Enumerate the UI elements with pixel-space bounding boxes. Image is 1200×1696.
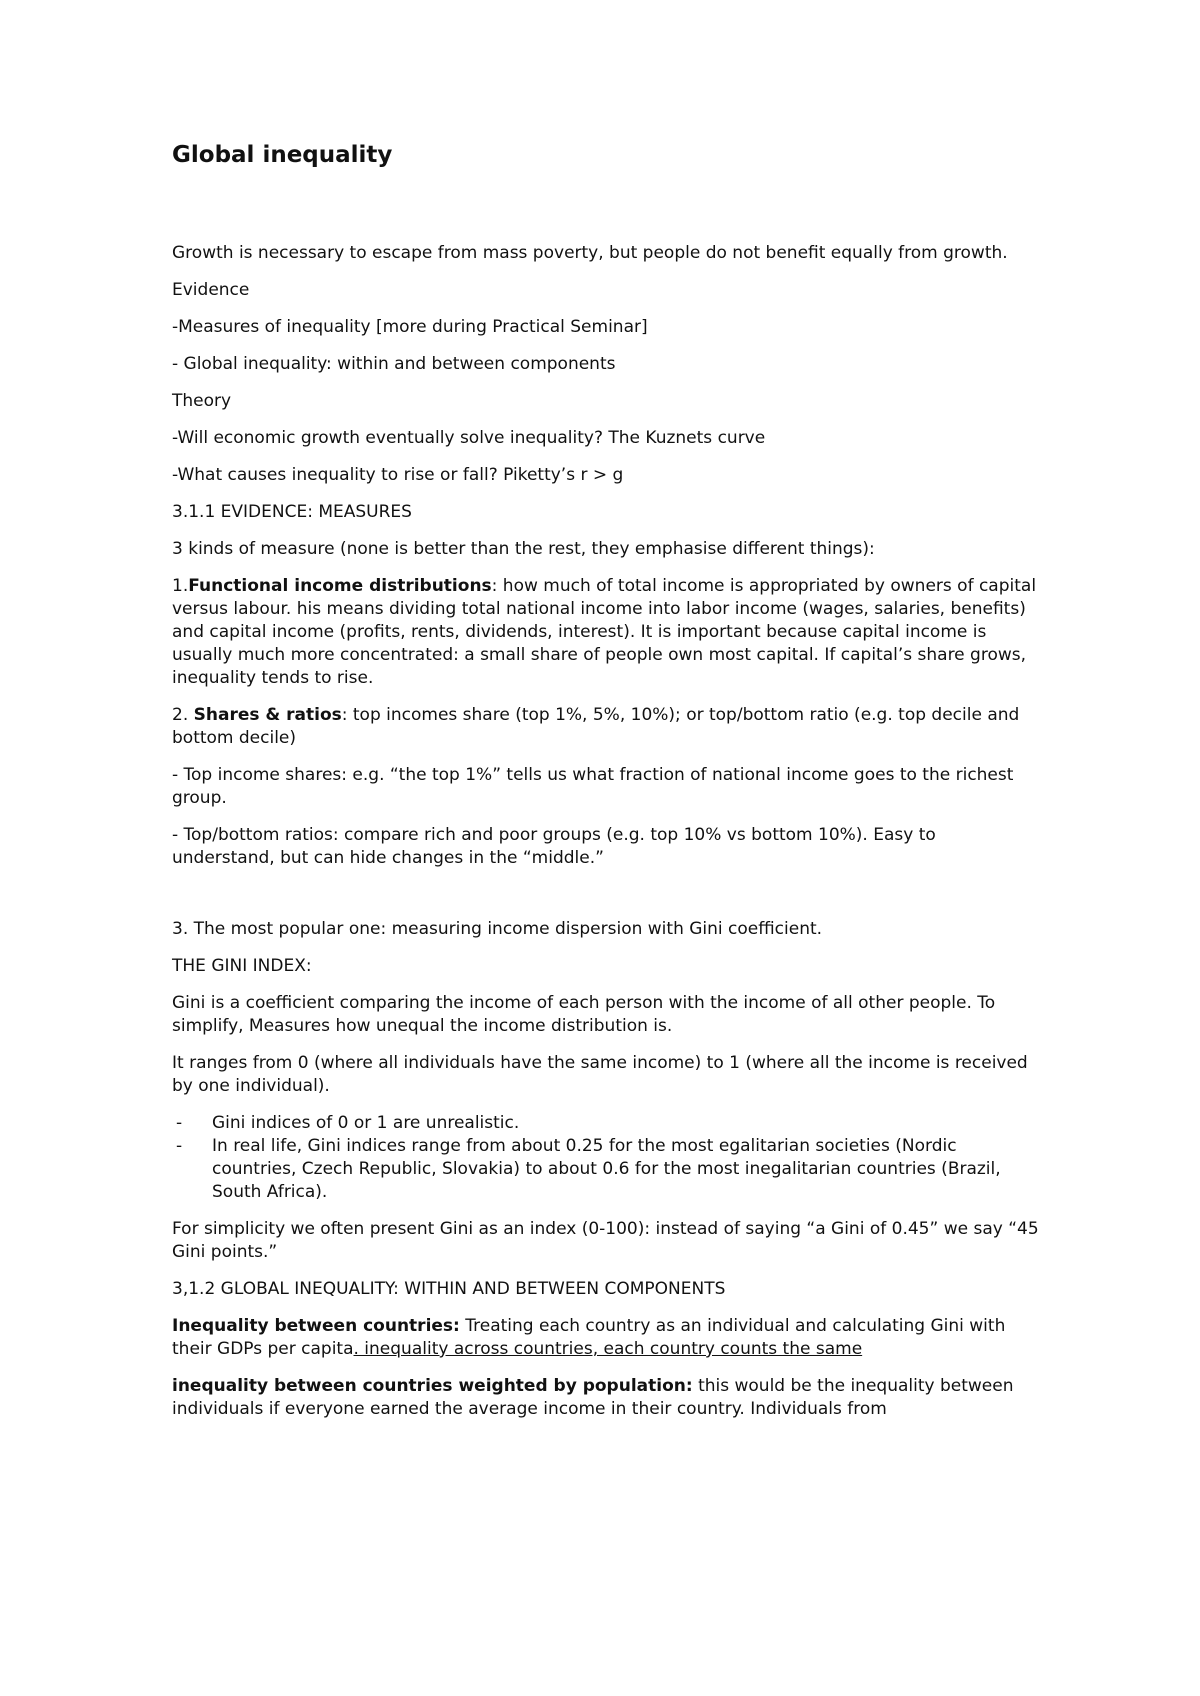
gini-index-note: For simplicity we often present Gini as an index (0-100): instead of saying “a Gini of 0.45” we say “45 Gini points.” (172, 1219, 1039, 1262)
list-item (172, 1112, 1040, 1135)
intro-paragraph: Growth is necessary to escape from mass poverty, but people do not benefit equally from growth. (172, 243, 1008, 263)
dash-bullet: - (176, 1136, 183, 1156)
between-countries-text: Treating each country as an individual and calculating Gini with their GDPs per capita (172, 1316, 1006, 1359)
section-heading-311: 3.1.1 EVIDENCE: MEASURES (172, 502, 412, 522)
gini-bullet-list (172, 1112, 1040, 1204)
top-income-shares: - Top income shares: e.g. “the top 1%” tells us what fraction of national income goes to the richest group. (172, 765, 1014, 808)
weighted-countries-term: inequality between countries weighted by population: (172, 1376, 693, 1396)
evidence-item-global: - Global inequality: within and between components (172, 354, 616, 374)
weighted-countries-text: this would be the inequality between individuals if everyone earned the average income in their country. Individuals from (172, 1376, 1014, 1419)
gini-heading: THE GINI INDEX: (172, 956, 312, 976)
dash-bullet: - (176, 1113, 183, 1133)
measure-item-description: : top incomes share (top 1%, 5%, 10%); or top/bottom ratio (e.g. top decile and bottom decile) (172, 705, 1020, 748)
between-countries-paragraph (172, 1315, 1040, 1361)
page-title: Global inequality (172, 142, 393, 168)
measure-item-number: 1. (172, 576, 189, 596)
gini-definition: Gini is a coefficient comparing the income of each person with the income of all other people. To simplify, Measures how unequal the income distribution is. (172, 993, 996, 1036)
evidence-heading: Evidence (172, 280, 250, 300)
measure-item-gini: 3. The most popular one: measuring income dispersion with Gini coefficient. (172, 919, 823, 939)
measure-item-term: Shares & ratios (193, 705, 342, 725)
theory-item-kuznets: -Will economic growth eventually solve inequality? The Kuznets curve (172, 428, 766, 448)
section-heading-312: 3,1.2 GLOBAL INEQUALITY: WITHIN AND BETWEEN COMPONENTS (172, 1279, 726, 1299)
theory-heading: Theory (172, 391, 232, 411)
weighted-countries-paragraph (172, 1375, 1040, 1421)
list-item-text: Gini indices of 0 or 1 are unrealistic. (212, 1113, 520, 1133)
kinds-of-measure: 3 kinds of measure (none is better than the rest, they emphasise different things): (172, 539, 875, 559)
measure-item-functional (172, 575, 1040, 690)
measure-item-number: 2. (172, 705, 194, 725)
top-bottom-ratios: - Top/bottom ratios: compare rich and poor groups (e.g. top 10% vs bottom 10%). Easy to understand, but can hide changes in the “middle.” (172, 825, 936, 868)
list-item (172, 1135, 1040, 1204)
theory-item-piketty: -What causes inequality to rise or fall? Piketty’s r > g (172, 465, 624, 485)
list-item-text: In real life, Gini indices range from about 0.25 for the most egalitarian societies (Nordic countries, Czech Republic, Slovakia) to about 0.6 for the most inegalitarian countries (Brazil, South Africa). (212, 1136, 1001, 1202)
measure-item-term: Functional income distributions (188, 576, 492, 596)
gini-range: It ranges from 0 (where all individuals have the same income) to 1 (where all the income is received by one individual). (172, 1053, 1028, 1096)
measure-item-shares (172, 704, 1040, 750)
between-countries-term: Inequality between countries: (172, 1316, 460, 1336)
evidence-item-measures: -Measures of inequality [more during Practical Seminar] (172, 317, 648, 337)
between-countries-underlined: . inequality across countries, each country counts the same (353, 1339, 863, 1359)
measure-item-description: : how much of total income is appropriated by owners of capital versus labour. his means dividing total national income into labor income (wages, salaries, benefits) and capital income (profits, rents, dividends, interest). It is important because capital income is usually much more concentrated: a small share of people own most capital. If capital’s share grows, inequality tends to rise. (172, 576, 1037, 688)
